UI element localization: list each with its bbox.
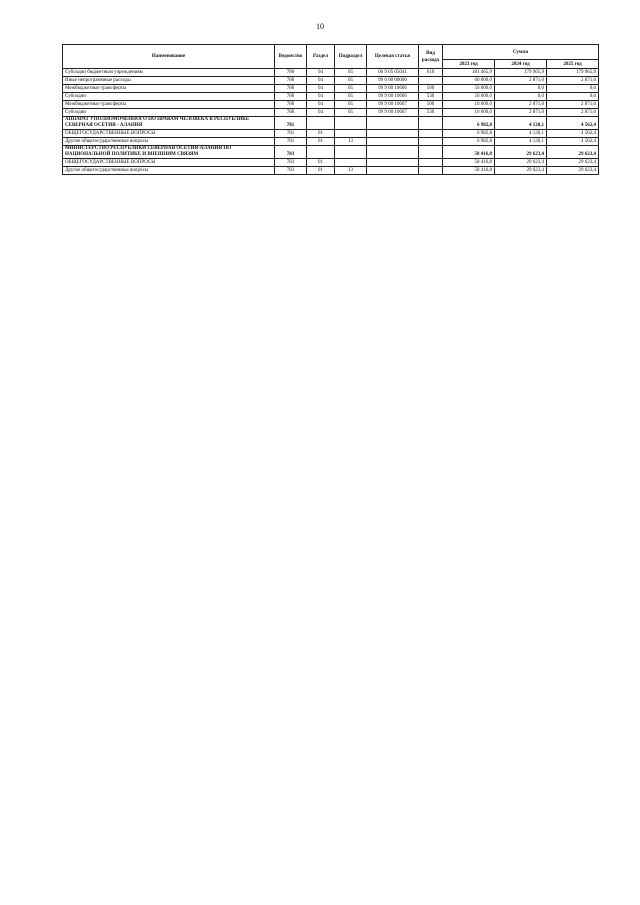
row-name: Субсидии бюджетным учреждениям [63, 69, 275, 77]
row-department: 780 [275, 77, 307, 85]
row-target-article [367, 130, 419, 138]
row-value-2025: 2 871,0 [547, 101, 599, 109]
header-row [63, 45, 599, 60]
row-target-article: 99 9 00 10606 [367, 93, 419, 101]
table-row [63, 69, 599, 77]
row-target-article [367, 138, 419, 146]
row-value-2023: 60 000,0 [443, 77, 495, 85]
table-body [63, 69, 599, 175]
row-target-article [367, 159, 419, 167]
row-department: 781 [275, 130, 307, 138]
column-header-expense-type: Вид расхода [419, 45, 443, 69]
row-target-article: 99 0 00 00000 [367, 77, 419, 85]
column-header-target-article: Целевая статья [367, 45, 419, 69]
table-row [63, 146, 599, 159]
row-expense-type [419, 138, 443, 146]
row-department: 783 [275, 159, 307, 167]
row-value-2024: 2 871,0 [495, 109, 547, 117]
row-expense-type: 500 [419, 101, 443, 109]
row-value-2025: 4 562,4 [547, 130, 599, 138]
row-section: 01 [307, 138, 335, 146]
table-row [63, 159, 599, 167]
row-expense-type: 610 [419, 69, 443, 77]
row-section: 04 [307, 101, 335, 109]
row-value-2025: 2 871,0 [547, 77, 599, 85]
row-subsection: 05 [335, 101, 367, 109]
row-subsection: 13 [335, 167, 367, 175]
column-header-year-2025: 2025 год [547, 60, 599, 69]
column-header-department: Ведомство [275, 45, 307, 69]
row-subsection: 05 [335, 77, 367, 85]
row-value-2023: 50 000,0 [443, 93, 495, 101]
table-row [63, 117, 599, 130]
row-value-2025: 0,0 [547, 85, 599, 93]
row-subsection [335, 117, 367, 130]
row-name: Другие общегосударственные вопросы [63, 138, 275, 146]
row-expense-type: 530 [419, 109, 443, 117]
row-value-2024: 4 120,1 [495, 130, 547, 138]
row-expense-type [419, 146, 443, 159]
row-target-article [367, 117, 419, 130]
table-row [63, 93, 599, 101]
row-value-2025: 2 871,0 [547, 109, 599, 117]
row-department: 780 [275, 109, 307, 117]
row-value-2023: 6 982,8 [443, 117, 495, 130]
row-department: 783 [275, 146, 307, 159]
row-value-2025: 29 623,4 [547, 146, 599, 159]
row-expense-type: 500 [419, 85, 443, 93]
row-expense-type [419, 167, 443, 175]
row-subsection [335, 146, 367, 159]
row-value-2024: 29 623,4 [495, 167, 547, 175]
row-section [307, 117, 335, 130]
row-expense-type [419, 159, 443, 167]
row-value-2025: 29 623,4 [547, 159, 599, 167]
column-header-year-2023: 2023 год [443, 60, 495, 69]
row-name: АППАРАТ УПОЛНОМОЧЕННОГО ПО ПРАВАМ ЧЕЛОВЕКА В РЕСПУБЛИКЕ СЕВЕРНАЯ ОСЕТИЯ - АЛАНИЯ [63, 117, 275, 130]
row-value-2024: 4 120,1 [495, 117, 547, 130]
row-subsection: 05 [335, 93, 367, 101]
row-section: 01 [307, 159, 335, 167]
row-section: 01 [307, 130, 335, 138]
row-subsection: 05 [335, 69, 367, 77]
row-value-2023: 181 465,9 [443, 69, 495, 77]
row-subsection [335, 130, 367, 138]
row-department: 780 [275, 69, 307, 77]
page-number: 10 [316, 22, 324, 31]
row-value-2025: 4 562,4 [547, 117, 599, 130]
row-value-2023: 58 416,8 [443, 146, 495, 159]
row-value-2024: 2 871,0 [495, 101, 547, 109]
row-section [307, 146, 335, 159]
row-subsection: 13 [335, 138, 367, 146]
column-header-name: Наименование [63, 45, 275, 69]
row-value-2024: 29 623,4 [495, 159, 547, 167]
row-subsection [335, 159, 367, 167]
row-subsection: 05 [335, 85, 367, 93]
row-section: 04 [307, 93, 335, 101]
row-name: Субсидии [63, 109, 275, 117]
row-expense-type [419, 130, 443, 138]
row-name: Иные непрограммные расходы [63, 77, 275, 85]
row-expense-type [419, 77, 443, 85]
row-value-2024: 29 623,4 [495, 146, 547, 159]
table-row [63, 167, 599, 175]
row-value-2023: 58 416,8 [443, 159, 495, 167]
row-value-2024: 4 120,1 [495, 138, 547, 146]
table-row [63, 130, 599, 138]
table-row [63, 101, 599, 109]
row-department: 781 [275, 117, 307, 130]
row-value-2024: 0,0 [495, 85, 547, 93]
row-subsection: 05 [335, 109, 367, 117]
row-target-article: 99 9 00 10607 [367, 109, 419, 117]
column-header-subsection: Подраздел [335, 45, 367, 69]
row-value-2024: 2 871,0 [495, 77, 547, 85]
row-name: ОБЩЕГОСУДАРСТВЕННЫЕ ВОПРОСЫ [63, 130, 275, 138]
column-header-year-2024: 2024 год [495, 60, 547, 69]
row-name: Другие общегосударственные вопросы [63, 167, 275, 175]
row-section: 01 [307, 167, 335, 175]
row-target-article: 99 9 00 10606 [367, 85, 419, 93]
row-department: 780 [275, 85, 307, 93]
table-row [63, 77, 599, 85]
row-target-article: 06 9 05 05041 [367, 69, 419, 77]
row-section: 04 [307, 109, 335, 117]
row-expense-type [419, 117, 443, 130]
row-name: МИНИСТЕРСТВО РЕСПУБЛИКИ СЕВЕРНАЯ ОСЕТИЯ-АЛАНИЯ ПО НАЦИОНАЛЬНОЙ ПОЛИТИКЕ И ВНЕШНИМ СВЯЗЯМ [63, 146, 275, 159]
row-section: 04 [307, 69, 335, 77]
row-name: Межбюджетные трансферты [63, 85, 275, 93]
row-name: Межбюджетные трансферты [63, 101, 275, 109]
row-value-2023: 10 000,0 [443, 101, 495, 109]
row-value-2025: 179 965,9 [547, 69, 599, 77]
budget-table [62, 44, 599, 175]
row-target-article [367, 167, 419, 175]
row-value-2024: 0,0 [495, 93, 547, 101]
row-value-2023: 10 000,0 [443, 109, 495, 117]
table-row [63, 85, 599, 93]
row-name: Субсидии [63, 93, 275, 101]
row-value-2023: 6 982,8 [443, 130, 495, 138]
row-value-2023: 50 000,0 [443, 85, 495, 93]
table-row [63, 138, 599, 146]
row-name: ОБЩЕГОСУДАРСТВЕННЫЕ ВОПРОСЫ [63, 159, 275, 167]
row-value-2023: 6 982,8 [443, 138, 495, 146]
row-department: 783 [275, 167, 307, 175]
row-target-article: 99 9 00 10607 [367, 101, 419, 109]
table-row [63, 109, 599, 117]
row-target-article [367, 146, 419, 159]
row-value-2025: 29 623,4 [547, 167, 599, 175]
row-expense-type: 530 [419, 93, 443, 101]
column-header-sum: Сумма [443, 45, 599, 60]
row-value-2025: 0,0 [547, 93, 599, 101]
row-section: 04 [307, 77, 335, 85]
row-value-2025: 4 562,4 [547, 138, 599, 146]
row-section: 04 [307, 85, 335, 93]
row-value-2024: 179 965,9 [495, 69, 547, 77]
column-header-section: Раздел [307, 45, 335, 69]
row-value-2023: 58 416,8 [443, 167, 495, 175]
row-department: 780 [275, 93, 307, 101]
row-department: 781 [275, 138, 307, 146]
row-department: 780 [275, 101, 307, 109]
